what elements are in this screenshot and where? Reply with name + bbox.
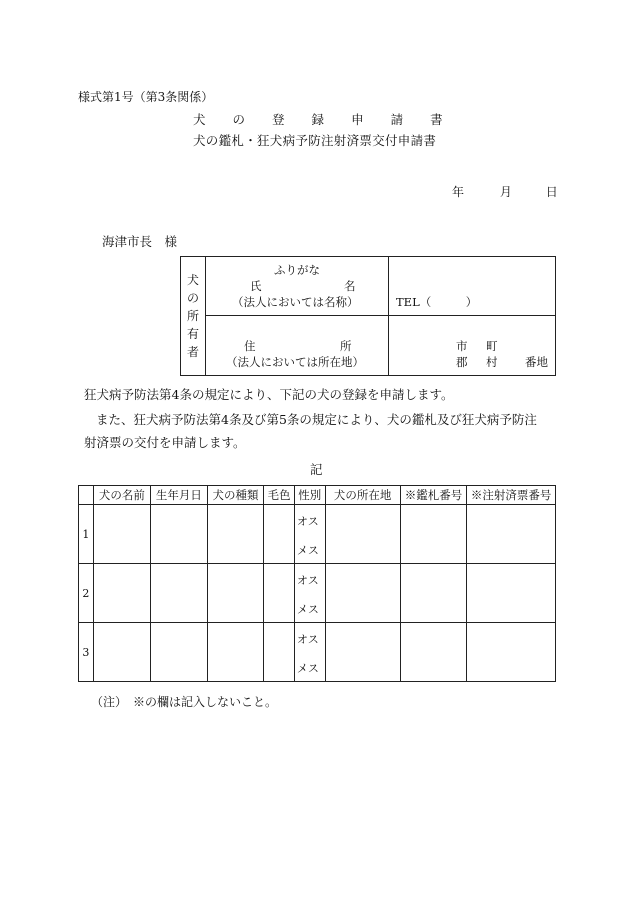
lot-label: 番地 [525, 355, 548, 369]
dog-name-cell[interactable] [93, 623, 150, 682]
header-num [79, 486, 94, 505]
date-line [452, 183, 558, 200]
location-cell[interactable] [325, 505, 400, 564]
date-month: 月 [499, 185, 512, 199]
header-birthdate: 生年月日 [151, 486, 208, 505]
sex-female-option[interactable]: メス [296, 603, 319, 616]
title-char: 録 [311, 112, 325, 127]
dog-name-cell[interactable] [93, 505, 150, 564]
footnote: （注） ※の欄は記入しないこと。 [91, 695, 278, 709]
form-number: 様式第1号（第3条関係） [78, 90, 214, 104]
header-license-number: ※鑑札番号 [400, 486, 467, 505]
sex-cell[interactable] [294, 564, 325, 623]
title-char: 申 [351, 112, 364, 127]
owner-address-label-cell [206, 316, 389, 376]
county-label: 郡 [456, 355, 468, 369]
birthdate-cell[interactable] [151, 564, 208, 623]
owner-vertical-label [181, 257, 206, 376]
owner-name-input-cell[interactable] [389, 257, 556, 316]
title-char: 犬 [193, 112, 206, 127]
owner-address-input-cell[interactable] [389, 316, 556, 376]
sex-female-option[interactable]: メス [296, 662, 319, 675]
vaccine-tag-number-cell[interactable] [467, 564, 556, 623]
coat-color-cell[interactable] [264, 623, 295, 682]
owner-table [180, 256, 556, 376]
header-vaccine-tag-number: ※注射済票番号 [467, 486, 556, 505]
license-number-cell[interactable] [400, 623, 467, 682]
vlabel-char: 所 [186, 309, 199, 323]
paragraph-2b: 射済票の交付を申請します。 [84, 435, 246, 450]
license-number-cell[interactable] [400, 505, 467, 564]
table-row [79, 505, 556, 564]
village-label: 村 [486, 355, 498, 369]
sex-male-option[interactable]: オス [296, 515, 319, 528]
name-label-2: 名 [344, 279, 356, 293]
vlabel-char: の [186, 291, 199, 305]
row-number: 1 [79, 505, 94, 564]
addressee: 海津市長 様 [102, 234, 178, 249]
header-coat-color: 毛色 [264, 486, 295, 505]
address-note: （法人においては所在地） [226, 355, 364, 369]
header-dog-name: 犬の名前 [93, 486, 150, 505]
address-label-1: 住 [244, 339, 256, 353]
coat-color-cell[interactable] [264, 505, 295, 564]
date-day: 日 [545, 185, 558, 199]
birthdate-cell[interactable] [151, 505, 208, 564]
name-note: （法人においては名称） [232, 295, 359, 309]
name-label-1: 氏 [250, 279, 262, 293]
dog-table [78, 485, 556, 682]
sex-cell[interactable] [294, 505, 325, 564]
vlabel-char: 犬 [186, 273, 199, 287]
town-label: 町 [486, 339, 498, 353]
vaccine-tag-number-cell[interactable] [467, 623, 556, 682]
sex-cell[interactable] [294, 623, 325, 682]
license-number-cell[interactable] [400, 564, 467, 623]
paragraph-2a: また、狂犬病予防法第4条及び第5条の規定により、犬の鑑札及び狂犬病予防注 [96, 412, 537, 427]
dog-table-header [79, 486, 556, 505]
city-label: 市 [456, 339, 468, 353]
furigana-label: ふりがな [274, 263, 320, 277]
title-char: 登 [272, 112, 285, 127]
owner-name-label-cell [206, 257, 389, 316]
header-location: 犬の所在地 [325, 486, 400, 505]
breed-cell[interactable] [207, 505, 264, 564]
ki-label: 記 [310, 462, 323, 477]
paragraph-1: 狂犬病予防法第4条の規定により、下記の犬の登録を申請します。 [84, 387, 454, 402]
sex-female-option[interactable]: メス [296, 544, 319, 557]
title-char: 書 [430, 112, 443, 127]
vaccine-tag-number-cell[interactable] [467, 505, 556, 564]
table-row [79, 623, 556, 682]
location-cell[interactable] [325, 623, 400, 682]
vlabel-char: 者 [186, 345, 199, 359]
row-number: 3 [79, 623, 94, 682]
vlabel-char: 有 [186, 327, 199, 341]
location-cell[interactable] [325, 564, 400, 623]
date-year: 年 [452, 185, 465, 199]
coat-color-cell[interactable] [264, 564, 295, 623]
breed-cell[interactable] [207, 623, 264, 682]
form-title [193, 110, 443, 128]
title-char: 請 [390, 112, 404, 127]
tel-label: TEL（ ） [396, 295, 478, 309]
form-subtitle: 犬の鑑札・狂犬病予防注射済票交付申請書 [193, 133, 437, 148]
dog-name-cell[interactable] [93, 564, 150, 623]
breed-cell[interactable] [207, 564, 264, 623]
sex-male-option[interactable]: オス [296, 574, 319, 587]
birthdate-cell[interactable] [151, 623, 208, 682]
header-breed: 犬の種類 [207, 486, 264, 505]
table-row [79, 564, 556, 623]
title-char: の [232, 112, 246, 127]
address-label-2: 所 [340, 339, 352, 353]
header-sex: 性別 [294, 486, 325, 505]
sex-male-option[interactable]: オス [296, 633, 319, 646]
row-number: 2 [79, 564, 94, 623]
